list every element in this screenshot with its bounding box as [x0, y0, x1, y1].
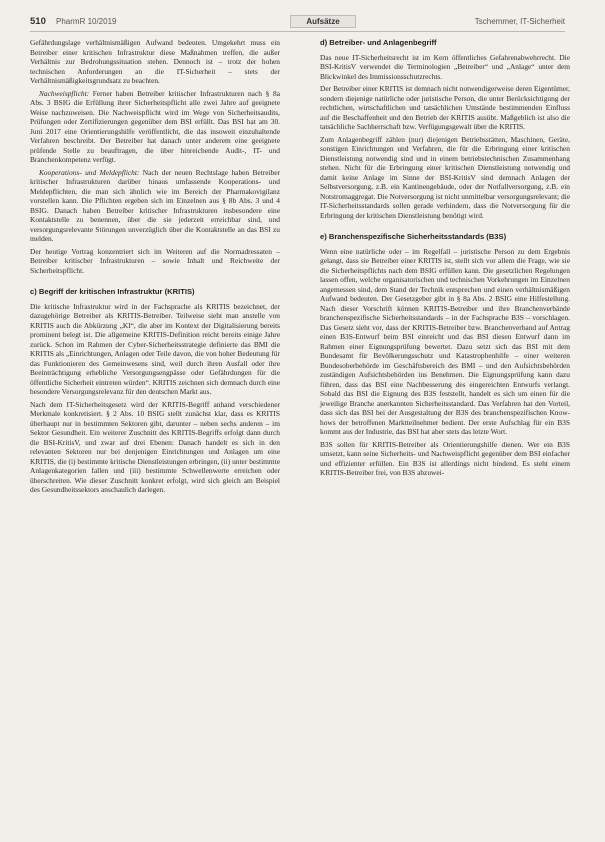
paragraph: Wenn eine natürliche oder – im Regelfall – juristische Person zu dem Ergebnis gelangt, dass sie Betreiber einer KRITIS ist, stellt sich vor allem die Frage, wie sie die Sicherheitspflichts nach dem BSIG erfüllen kann. Die gesetzlichen Regelungen lassen offen, welche organisatorischen und technischen Vorkehrungen im Einzelnen angemessen sind, dem Stand der Technik entsprechen und einen verhältnismäßigen Aufwand bedeuten. Der Gesetzgeber gibt in § 8a Abs. 2 BSIG eine Hilfestellung. Nach dieser Vorschrift können KRITIS-Betreiber und ihre Branchenverbände branchenspezifische Sicherheitsstandards – in der Fachsprache B3S – vorschlagen. Das Gesetz sieht vor, dass der KRITIS-Betreiber bzw. Branchenverband auf Antrag einen B3S-Entwurf beim BSI einreicht und das BSI diesen Entwurf dann im Rahmen einer Eignungsprüfung bewertet. Dazu setzt sich das BSI mit dem Bundesamt für Bevölkerungsschutz und Katastrophenhilfe – einer weiteren Bundesoberbehörde im Geschäftsbereich des BMI – und den Aufsichtsbehörden zuständigen Aufsichtsbehörden ins Benehmen. Die Eignungsprüfung kann dazu führen, dass das BSI eine Nachbesserung des eingereichten Entwurfs verlangt. Sobald das BSI die Eignung des B3S feststellt, handelt es sich um einen für die jeweilige Branche anerkannten Sicherheitsstandard. Das Verfahren hat den Vorteil, dass sich das BSI bei der Ausgestaltung der B3S des branchenspezifischen Know-hows der betroffenen Marktteilnehmer bedient. Der erste Aufschlag für ein B3S kommt aus der Industrie, das BSI hat aber stets das letzte Wort. [320, 246, 570, 436]
paragraph [30, 89, 280, 165]
paragraph: Der Betreiber einer KRITIS ist demnach nicht notwendigerweise deren Eigentümer, sondern diejenige natürliche oder juristische Person, die unter Berücksichtigung der rechtlichen, wirtschaftlichen und tatsächlichen Umstände bestimmenden Einfluss auf die Beschaffenheit und den Betrieb der KRITIS ausübt. Maßgeblich ist also die tatsächliche Sachherrschaft bzw. Verfügungsgewalt über die KRITIS. [320, 84, 570, 131]
section-heading: e) Branchenspezifische Sicherheitsstandards (B3S) [320, 232, 507, 241]
paragraph: Zum Anlagenbegriff zählen (nur) diejenigen Betriebsstätten, Maschinen, Geräte, sonstigen Einrichtungen und Verfahren, die für die Erbringung einer kritischen Dienstleistung notwendig sind und in einem betriebstechnischen Zusammenhang stehen. Nicht für die Erbringung einer kritischen Dienstleistung notwendig und damit keine Anlage im Sinne der BSI-KritisV sind demnach Anlagen der Selbstversorgung, z.B. ein Kantinengebäude, oder der Notfallversorgung, z.B. ein Notstromaggregat. Die Notversorgung ist nicht unmittelbar versorgungsrelevant; die IT-Sicherheitsstandards sollen gerade verhindern, dass die Notversorgung für die Erbringung der kritischen Dienstleistung benötigt wird. [320, 134, 570, 220]
paragraph: Das neue IT-Sicherheitsrecht ist im Kern öffentliches Gefahrenabwehrrecht. Die BSI-KritisV verwendet die Terminologien „Betreiber“ und „Anlage“ unter dem Blickwinkel des Immissionsschutzrechts. [320, 52, 570, 81]
header-category: Tschemmer, IT-Sicherheit [474, 17, 565, 26]
journal-citation: PharmR 10/2019 [56, 17, 117, 26]
header-rule [30, 31, 565, 32]
section-heading: d) Betreiber- und Anlagenbegriff [320, 38, 437, 47]
paragraph: Die kritische Infrastruktur wird in der Fachsprache als KRITIS bezeichnet, der dazugehörige Betreiber als KRITIS-Betreiber. Teilweise sieht man anstelle von KRITIS auch die Abkürzung „KI“, die aber im Kontext der Digitalisierung bereits prominent belegt ist. Die allgemeine KRITIS-Definition reicht bereits einige Jahre zurück. Schon im Rahmen der Cyber-Sicherheitsstrategie definierte das BMI die KRITIS als „Einrichtungen, Anlagen oder Teile davon, die von hoher Bedeutung für das Funktionieren des Gemeinwesens sind, weil durch ihren Ausfall oder ihre Beeinträchtigung erhebliche Versorgungsengpässe oder Gefährdungen für die öffentliche Sicherheit eintreten würden“. KRITIS zeichnen sich demnach durch eine besondere Versorgungsrelevanz für den deutschen Markt aus. [30, 301, 280, 396]
page-number: 510 [30, 16, 46, 27]
paragraph: Nach dem IT-Sicherheitsgesetz wird der KRITIS-Begriff anhand verschiedener Merkmale konkretisiert. § 2 Abs. 10 BSIG stellt zunächst klar, dass es KRITIS überhaupt nur in bestimmten Sektoren gibt, darunter – neben sechs anderen – im Sektor Gesundheit. Ein weiterer Zuschnitt des KRITIS-Begriffs erfolgt dann durch die BSI-KritisV, und zwar auf drei Ebenen: Danach handelt es sich in den relevanten Sektoren nur bei denjenigen Einrichtungen und Anlagen um eine KRITIS, die (i) bestimmte kritische Dienstleistungen erbringen, (ii) unter bestimmte Anlagenkategorien fallen und (iii) bestimmte Schwellenwerte erreichen oder überschreiten. Wie dieser Zuschnitt konkret erfolgt, wird sich gleich am Beispiel des Gesundheitssektors anschaulich darlegen. [30, 399, 280, 494]
section-heading: c) Begriff der kritischen Infrastruktur (KRITIS) [30, 287, 195, 296]
paragraph: B3S sollen für KRITIS-Betreiber als Orientierungshilfe dienen. Wer ein B3S umsetzt, kann seine Sicherheits- und Nachweispflicht gegenüber dem BSI einfacher und effizienter erfüllen. Ein B3S ist allerdings nicht bindend. Es steht einem KRITIS-Betreiber frei, von B3S abzuwei- [320, 439, 570, 477]
right-column [320, 38, 570, 481]
left-column [30, 38, 280, 498]
page-header [30, 16, 565, 30]
paragraph: Der heutige Vortrag konzentriert sich im Weiteren auf die Normadressaten – Betreiber kritischer Infrastrukturen – sowie Inhalt und Reichweite der Sicherheitspflicht. [30, 246, 280, 275]
paragraph-lead: Nachweispflicht: [39, 88, 90, 98]
section-tag: Aufsätze [290, 15, 356, 28]
paragraph [30, 168, 280, 244]
paragraph-text: Ferner haben Betreiber kritischer Infrastrukturen nach § 8a Abs. 3 BSIG die Erfüllung ihrer Sicherheitspflicht alle zwei Jahre auf geeignete Weise nachzuweisen. Die Nachweispflicht wird im Wege von Sicherheitsaudits, Prüfungen oder Zertifizierungen gegenüber dem BSI erfüllt. Das BSI hat am 30. Juni 2017 eine Orientierungshilfe veröffentlicht, die das insoweit einzuhaltende Verfahren beschreibt. Der Betreiber hat danach unter anderem eine geeignete prüfende Stelle zu beauftragen, die über hinreichende Audit-, IT- und Branchenkompetenz verfügt. [30, 88, 280, 164]
paragraph-text: Nach der neuen Rechtslage haben Betreiber kritischer Infrastrukturen darüber hinaus umfassende Kooperations- und Meldepflichten, die man sich ähnlich wie im Bereich der Pharmakovigilanz vorstellen kann. Die Pflichten ergeben sich im Einzelnen aus § 8b Abs. 3 und 4 BSIG. Danach haben Betreiber kritischer Infrastrukturen insbesondere eine Kontaktstelle zu benennen, über die sie jederzeit erreichbar sind, und versorgungsrelevante Störungen unverzüglich über die Kontaktstelle an das BSI zu melden. [30, 167, 280, 243]
paragraph: Gefährdungslage verhältnismäßigen Aufwand bedeuten. Umgekehrt muss ein Betreiber einer kritischen Infrastruktur diese Maßnahmen treffen, die außer Verhältnis zur Bedrohungssituation stehen. Dennoch ist – trotz der hohen technischen Anforderungen an die IT-Sicherheit – stets der Verhältnismäßigkeitsgrundsatz zu beachten. [30, 38, 280, 85]
paragraph-lead: Kooperations- und Meldepflicht: [39, 167, 140, 177]
